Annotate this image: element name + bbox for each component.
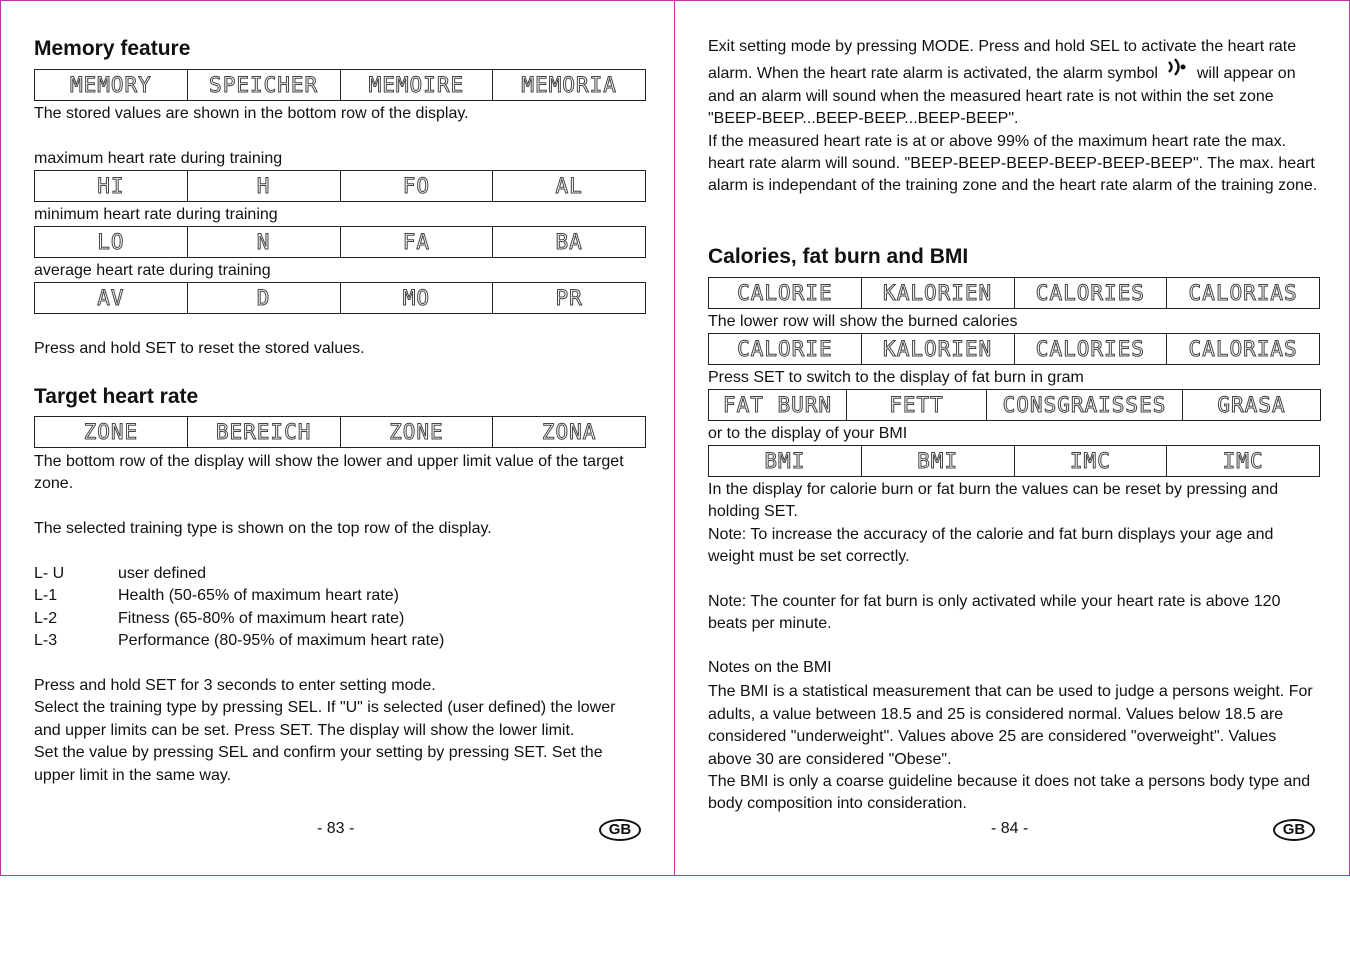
fat-burn-counter-note: Note: The counter for fat burn is only activated while your heart rate is above 120 beats per minute. xyxy=(708,592,1281,633)
list-item xyxy=(34,585,646,607)
lcd-cell: FA xyxy=(340,227,493,258)
lcd-cell: KALORIEN xyxy=(861,334,1014,365)
set-value-text: Set the value by pressing SEL and confirm your setting by pressing SET. Set the upper limit in the same way. xyxy=(34,744,603,784)
fat-burn-display-table xyxy=(708,389,1321,421)
bmi-label: or to the display of your BMI xyxy=(708,425,908,442)
alarm-text-part-2: will appear on and an alarm will sound when the measured heart rate is not within the set zone "BEEP-BEEP...BEEP-BEEP...BEEP-BEEP". xyxy=(708,65,1296,128)
lcd-cell: N xyxy=(187,227,340,258)
setting-mode-instructions xyxy=(34,675,646,787)
training-type-code: L-3 xyxy=(34,632,58,650)
zone-display-table xyxy=(34,416,646,448)
lcd-cell: BA xyxy=(493,227,646,258)
alarm-text-part-1: Exit setting mode by pressing MODE. Press and hold SEL to activate the heart rate alarm. When the heart rate alarm is activated, the alarm symbol xyxy=(708,38,1297,83)
reset-calorie-text: In the display for calorie burn or fat burn the values can be reset by pressing and holding SET. xyxy=(708,481,1279,521)
lcd-cell: ZONA xyxy=(493,417,646,448)
lcd-cell: BEREICH xyxy=(187,417,340,448)
training-type-code: L-2 xyxy=(34,609,58,627)
training-type-paragraph: The selected training type is shown on the top row of the display. xyxy=(34,520,492,537)
calories-heading: Calories, fat burn and BMI xyxy=(708,245,969,268)
accuracy-note-text: Note: To increase the accuracy of the calorie and fat burn displays your age and weight must be set correctly. xyxy=(708,525,1274,566)
lcd-cell: CONSGRAISSES xyxy=(987,390,1183,421)
max-alarm-text: If the measured heart rate is at or above 99% of the maximum heart rate the max. heart rate alarm will sound. "BEEP-BEEP-BEEP-BEEP-BEEP-BEEP". The max. heart alarm is independant of the training zone and the heart rate alarm of the training zone. xyxy=(708,132,1318,195)
page-number: - 83 - xyxy=(317,820,355,837)
list-item xyxy=(34,608,646,630)
lcd-cell: CALORIAS xyxy=(1167,334,1320,365)
lcd-cell: GRASA xyxy=(1183,390,1321,421)
lcd-cell: CALORIE xyxy=(709,278,862,309)
lower-row-label: The lower row will show the burned calories xyxy=(708,313,1018,330)
list-item xyxy=(34,563,646,585)
reset-stored-values-text: Press and hold SET to reset the stored values. xyxy=(34,340,365,357)
lcd-cell: CALORIE xyxy=(709,334,862,365)
lcd-cell: MEMOIRE xyxy=(340,70,493,101)
bmi-notes-section xyxy=(708,657,1320,816)
training-type-code: L- U xyxy=(34,565,65,582)
fat-burn-label: Press SET to switch to the display of fat burn in gram xyxy=(708,369,1084,386)
lcd-cell: MEMORIA xyxy=(493,70,646,101)
training-type-desc: user defined xyxy=(118,565,207,582)
avg-hr-label: average heart rate during training xyxy=(34,262,271,279)
alarm-activation-text xyxy=(708,36,1320,131)
select-type-text: Select the training type by pressing SEL. If "U" is selected (user defined) the lower and upper limits can be set. Press SET. The display will show the lower limit. xyxy=(34,699,616,739)
lcd-cell: PR xyxy=(493,283,646,314)
calorie-notes xyxy=(708,479,1320,635)
alarm-symbol-icon xyxy=(1162,58,1192,81)
training-type-desc: Health (50-65% of maximum heart rate) xyxy=(118,587,399,605)
lcd-cell: FO xyxy=(340,171,493,202)
lcd-cell: CALORIAS xyxy=(1167,278,1320,309)
lcd-cell: BMI xyxy=(861,446,1014,477)
lcd-cell: MEMORY xyxy=(35,70,188,101)
lcd-cell: CALORIES xyxy=(1014,334,1167,365)
lcd-cell: IMC xyxy=(1167,446,1320,477)
max-hr-display-table xyxy=(34,170,646,202)
lcd-cell: FETT xyxy=(847,390,987,421)
setting-mode-text: Press and hold SET for 3 seconds to enter setting mode. xyxy=(34,677,436,694)
page-83 xyxy=(0,0,675,876)
training-type-desc: Performance (80-95% of maximum heart rate) xyxy=(118,632,445,650)
target-zone-paragraph: The bottom row of the display will show the lower and upper limit value of the target zone. xyxy=(34,453,624,493)
alarm-instructions xyxy=(708,36,1320,198)
bmi-guideline-text: The BMI is only a coarse guideline because it does not take a persons body type and body composition into consideration. xyxy=(708,773,1311,813)
page-number: - 84 - xyxy=(991,820,1029,837)
list-item xyxy=(34,630,646,652)
calories-display-table xyxy=(708,277,1320,309)
lcd-cell: CALORIES xyxy=(1014,278,1167,309)
memory-intro-text: The stored values are shown in the bottom row of the display. xyxy=(34,105,469,122)
lcd-cell: D xyxy=(187,283,340,314)
lcd-cell: AV xyxy=(35,283,188,314)
burned-calories-display-table xyxy=(708,333,1320,365)
lcd-cell: FAT BURN xyxy=(709,390,847,421)
avg-hr-display-table xyxy=(34,282,646,314)
lcd-cell: HI xyxy=(35,171,188,202)
training-type-list xyxy=(34,563,646,653)
lcd-cell: KALORIEN xyxy=(861,278,1014,309)
lcd-cell: ZONE xyxy=(340,417,493,448)
training-type-desc: Fitness (65-80% of maximum heart rate) xyxy=(118,609,405,627)
bmi-notes-heading: Notes on the BMI xyxy=(708,659,832,676)
lcd-cell: SPEICHER xyxy=(187,70,340,101)
training-type-code: L-1 xyxy=(34,587,58,605)
lcd-cell: LO xyxy=(35,227,188,258)
bmi-display-table xyxy=(708,445,1320,477)
lcd-cell: ZONE xyxy=(35,417,188,448)
page-84 xyxy=(674,0,1350,876)
memory-feature-heading: Memory feature xyxy=(34,37,191,60)
bmi-definition-text: The BMI is a statistical measurement that can be used to judge a persons weight. For adults, a value between 18.5 and 25 is considered normal. Values below 18.5 are considered "underweight". Values above 25 are considered "overweight". Values above 30 are considered "Obese". xyxy=(708,683,1313,768)
min-hr-display-table xyxy=(34,226,646,258)
memory-display-table xyxy=(34,69,646,101)
language-badge: GB xyxy=(599,819,641,841)
lcd-cell: H xyxy=(187,171,340,202)
max-hr-label: maximum heart rate during training xyxy=(34,150,283,167)
lcd-cell: IMC xyxy=(1014,446,1167,477)
lcd-cell: AL xyxy=(493,171,646,202)
language-badge: GB xyxy=(1273,819,1315,841)
target-heart-rate-heading: Target heart rate xyxy=(34,385,199,408)
min-hr-label: minimum heart rate during training xyxy=(34,206,278,223)
lcd-cell: BMI xyxy=(709,446,862,477)
lcd-cell: MO xyxy=(340,283,493,314)
